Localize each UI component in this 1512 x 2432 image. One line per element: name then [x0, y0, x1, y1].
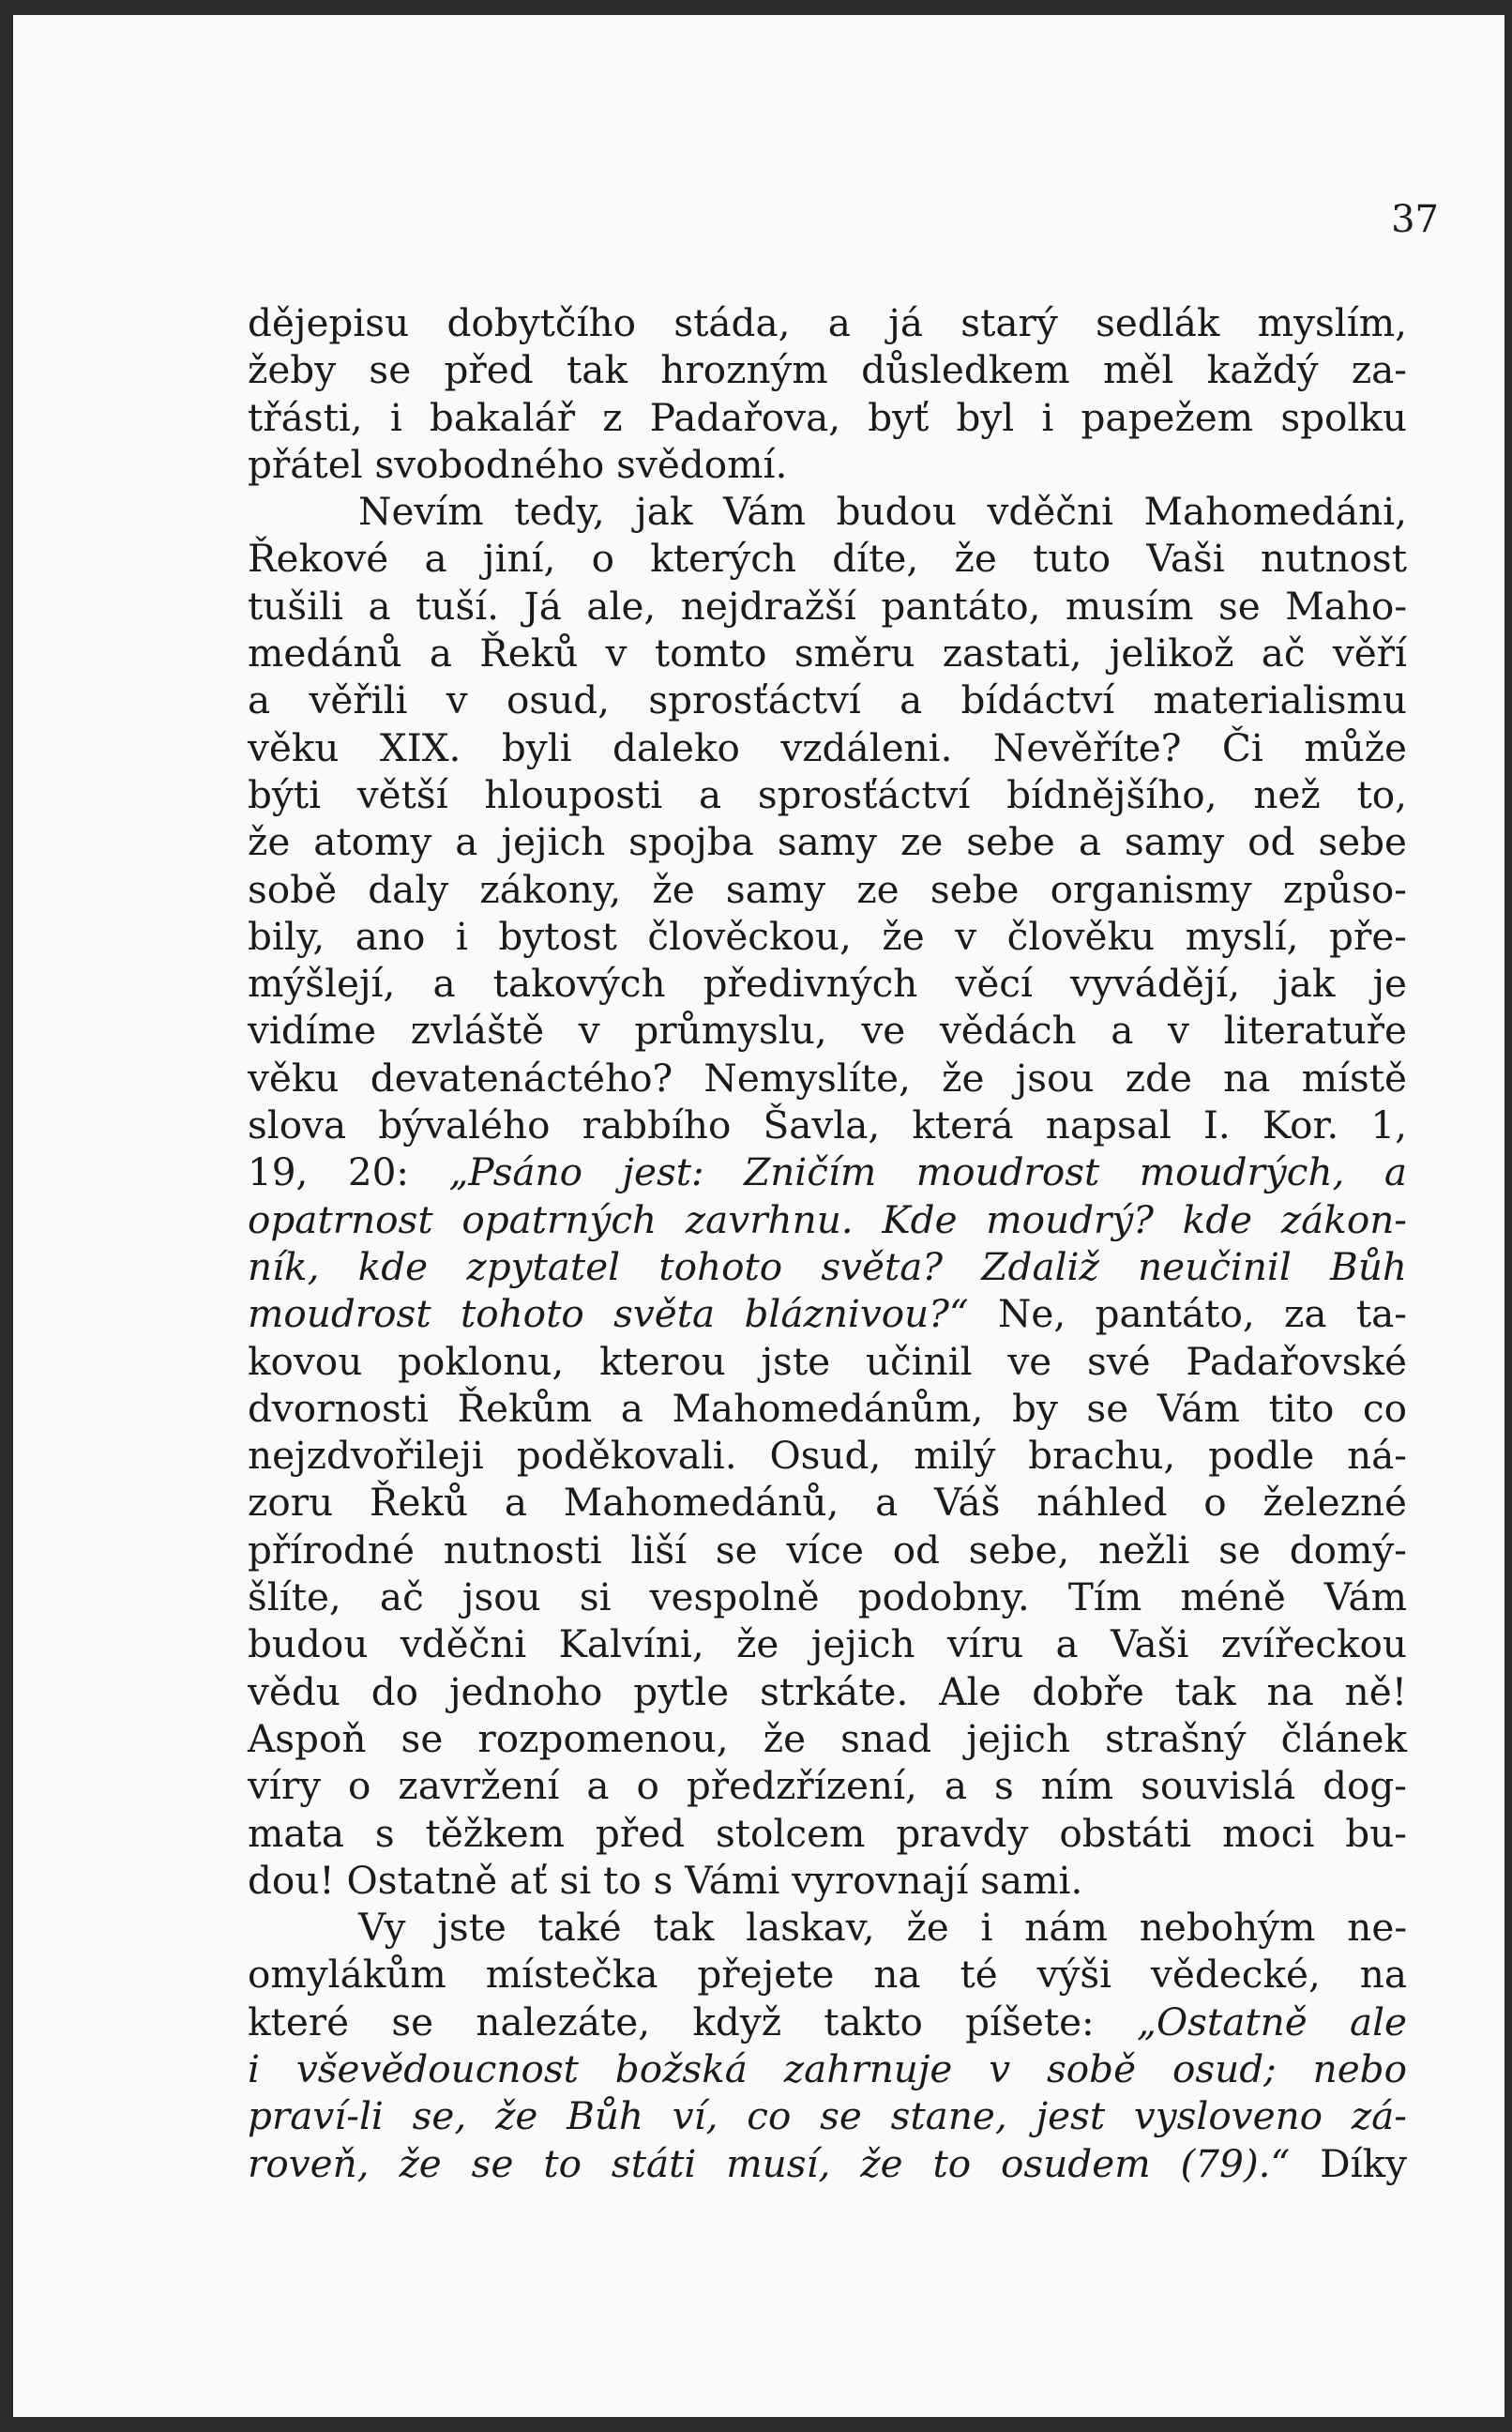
text-line: [248, 1243, 1407, 1290]
text-span: mata s těžkem před stolcem pravdy obstáti moci bu-: [248, 1810, 1407, 1856]
text-span: kovou poklonu, kterou jste učinil ve své Padařovské: [248, 1338, 1407, 1384]
text-line: [248, 2045, 1407, 2092]
text-span: víry o zavržení a o předzřízení, a s ním souvislá dog-: [248, 1763, 1407, 1809]
italic-quote: roveň, že se to státi musí, že to osudem (79).“: [248, 2140, 1291, 2186]
text-span: medánů a Řeků v tomto směru zastati, jelikož ač věří: [248, 631, 1407, 676]
text-line: [248, 1385, 1407, 1432]
text-span: přírodné nutnosti liší se více od sebe, nežli se domý-: [248, 1527, 1407, 1573]
text-span: které se nalezáte, když takto píšete:: [248, 1999, 1137, 2044]
text-span: 19, 20:: [248, 1149, 449, 1195]
text-span: dějepisu dobytčího stáda, a já starý sedlák myslím,: [248, 300, 1407, 345]
text-line: [248, 1573, 1407, 1620]
text-span: věku devatenáctého? Nemyslíte, že jsou zde na místě: [248, 1055, 1407, 1101]
text-line: [248, 299, 1407, 346]
text-line: [248, 866, 1407, 913]
text-line: [248, 1810, 1407, 1857]
italic-quote: „Ostatně ale: [1136, 1999, 1408, 2044]
text-span: a věřili v osud, sprosťáctví a bídáctví materialismu: [248, 677, 1407, 723]
text-span: šlíte, ač jsou si vespolně podobny. Tím méně Vám: [248, 1574, 1407, 1620]
text-span: třásti, i bakalář z Padařova, byť byl i papežem spolku: [248, 394, 1407, 440]
text-span: věku XIX. byli daleko vzdáleni. Nevěříte? Či může: [248, 724, 1407, 770]
text-line: [248, 1762, 1407, 1809]
text-span: Vy jste také tak laskav, že i nám nebohým ne-: [358, 1905, 1407, 1951]
text-line: [248, 1432, 1407, 1479]
text-line: [248, 1668, 1407, 1715]
text-span: dou! Ostatně ať si to s Vámi vyrovnají sami.: [248, 1857, 1083, 1903]
text-span: slova bývalého rabbího Šavla, která napsal I. Kor. 1,: [248, 1102, 1407, 1148]
book-page: [13, 15, 1504, 2417]
text-span: omylákům místečka přejete na té výši vědecké, na: [248, 1952, 1407, 1998]
text-line: [248, 1338, 1407, 1385]
text-span: přátel svobodného svědomí.: [248, 441, 788, 487]
text-line: [248, 441, 1407, 488]
text-span: že atomy a jejich spojba samy ze sebe a samy od sebe: [248, 819, 1407, 865]
text-line: [248, 913, 1407, 960]
text-span: býti větší hlouposti a sprosťáctví bídnějšího, než to,: [248, 771, 1407, 817]
text-line: [248, 724, 1407, 771]
text-line: [248, 1479, 1407, 1526]
text-span: bily, ano i bytost člověckou, že v člověku myslí, pře-: [248, 913, 1407, 959]
italic-quote: „Psáno jest: Zničím moudrost moudrých, a: [448, 1149, 1407, 1195]
text-line: [248, 1715, 1407, 1762]
text-line: [248, 2140, 1407, 2187]
text-line: [248, 2092, 1407, 2139]
text-span: Řekové a jiní, o kterých díte, že tuto Vaši nutnost: [248, 536, 1407, 582]
text-span: mýšlejí, a takových předivných věcí vyvádějí, jak je: [248, 961, 1407, 1007]
text-span: žeby se před tak hrozným důsledkem měl každý za-: [248, 347, 1407, 393]
text-line: [248, 818, 1407, 865]
text-span: zoru Řeků a Mahomedánů, a Váš náhled o železné: [248, 1480, 1407, 1526]
text-line: [248, 1102, 1407, 1148]
italic-quote: moudrost tohoto světa bláznivou?“: [248, 1291, 969, 1337]
italic-quote: opatrnost opatrných zavrhnu. Kde moudrý? kde zákon-: [248, 1196, 1407, 1242]
text-line: [248, 1527, 1407, 1573]
text-line: [248, 1148, 1407, 1195]
text-line: [248, 1999, 1407, 2045]
text-line: [248, 1951, 1407, 1998]
italic-quote: i vševědoucnost božská zahrnuje v sobě osud; nebo: [248, 2045, 1407, 2091]
text-span: vědu do jednoho pytle strkáte. Ale dobře tak na ně!: [248, 1668, 1407, 1714]
text-span: vidíme zvláště v průmyslu, ve vědách a v literatuře: [248, 1008, 1407, 1054]
italic-quote: ník, kde zpytatel tohoto světa? Zdaliž neučinil Bůh: [248, 1243, 1407, 1289]
text-line: [248, 394, 1407, 441]
italic-quote: praví-li se, že Bůh ví, co se stane, jest vysloveno zá-: [248, 2093, 1407, 2139]
text-span: nejzdvořileji poděkovali. Osud, milý brachu, podle ná-: [248, 1433, 1407, 1479]
text-line: [248, 1857, 1407, 1904]
text-line: [248, 1055, 1407, 1102]
text-line: [248, 630, 1407, 676]
text-span: dvornosti Řekům a Mahomedánům, by se Vám tito co: [248, 1385, 1407, 1431]
text-span: sobě daly zákony, že samy ze sebe organismy způso-: [248, 866, 1407, 912]
text-line: [248, 1290, 1407, 1337]
text-line: [248, 676, 1407, 723]
body-text: [248, 299, 1407, 2187]
text-line: [248, 1007, 1407, 1054]
text-span: Ne, pantáto, za ta-: [968, 1291, 1407, 1337]
text-line: [248, 583, 1407, 630]
text-span: tušili a tuší. Já ale, nejdražší pantáto, musím se Maho-: [248, 583, 1407, 629]
text-span: budou vděčni Kalvíni, že jejich víru a Vaši zvířeckou: [248, 1621, 1407, 1667]
text-span: Aspoň se rozpomenou, že snad jejich strašný článek: [248, 1715, 1407, 1761]
text-line: [248, 1196, 1407, 1243]
text-line: [248, 535, 1407, 582]
text-line: [248, 346, 1407, 393]
text-line: [248, 1620, 1407, 1667]
page-number: 37: [1391, 198, 1439, 241]
text-span: Nevím tedy, jak Vám budou vděčni Mahomedáni,: [358, 489, 1407, 535]
text-line: [248, 771, 1407, 818]
text-line: [248, 1904, 1407, 1951]
text-line: [248, 488, 1407, 535]
text-line: [248, 960, 1407, 1007]
text-span: Díky: [1290, 2140, 1407, 2186]
